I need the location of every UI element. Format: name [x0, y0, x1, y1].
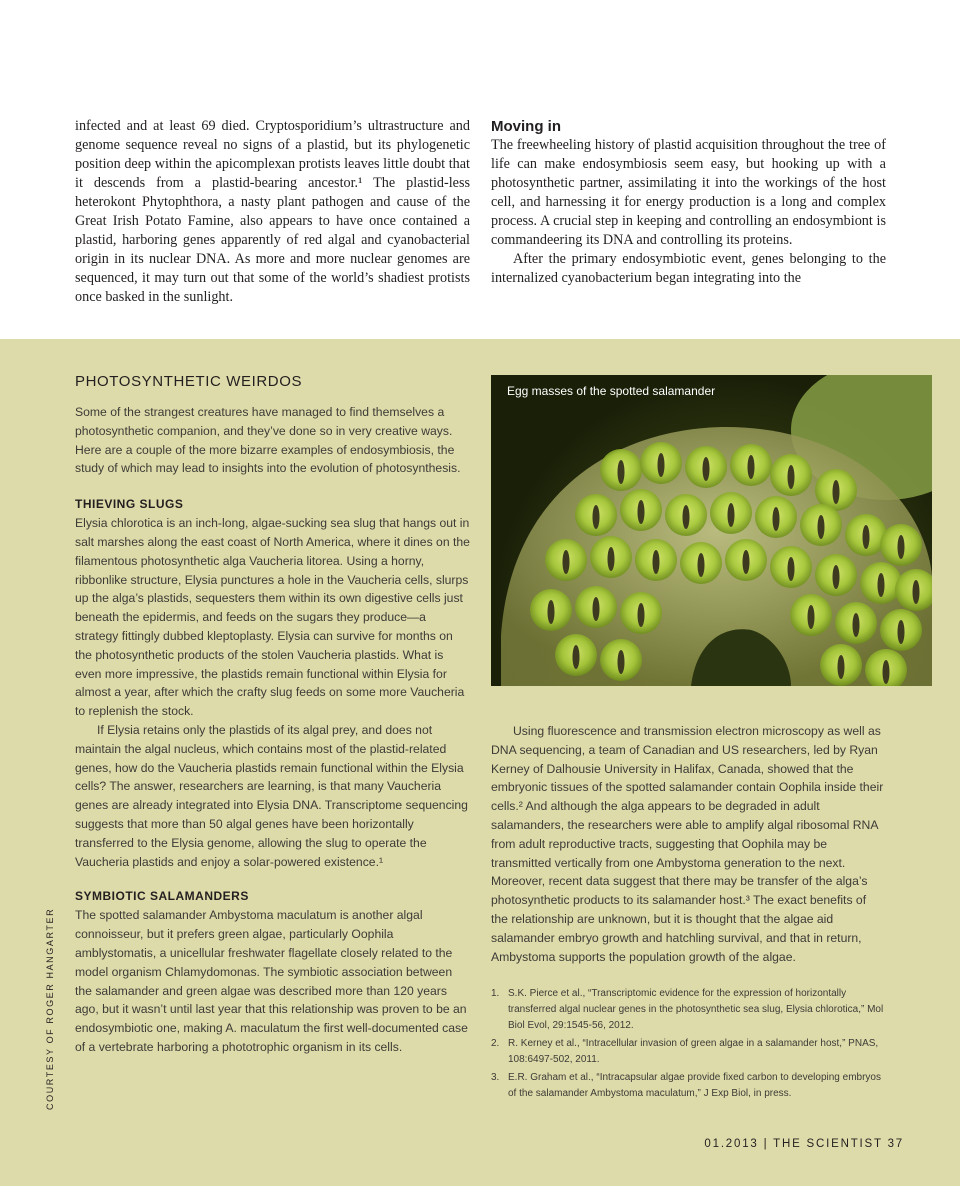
spacer	[75, 871, 470, 887]
photo-credit: COURTESY OF ROGER HANGARTER	[45, 907, 55, 1110]
embryo	[898, 535, 905, 559]
body-column-left	[75, 117, 470, 307]
embryo	[703, 457, 710, 481]
embryo	[548, 600, 555, 624]
reference-item	[491, 986, 886, 1034]
embryo	[853, 613, 860, 637]
embryo	[698, 553, 705, 577]
sidebar-paragraph: Using fluorescence and transmission electron microscopy as well as DNA sequencing, a team of Canadian and US researchers, led by Ryan Kerney of Dalhousie University in Halifax, Canada, showed that the embryonic tissues of the spotted salamander contain Oophila inside their cells.² And although the alga appears to be degraded in adult salamanders, the researchers were able to amplify algal ribosomal RNA from adult reproductive tracts, suggesting that Oophila may be transmitted vertically from one Ambystoma generation to the next. Moreover, recent data suggest that there may be transfer of the alga’s photosynthetic products to its salamander host.³ The exact benefits of the relationship are unknown, but it is thought that the algae aid salamander embryo growth and hatchling survival, and that in return, Ambystoma supports the population growth of the algae.	[491, 724, 884, 964]
reference-item	[491, 1036, 886, 1068]
sidebar-intro: Some of the strangest creatures have managed to find themselves a photosynthetic companion, and they’ve done so in very creative ways. Here are a couple of the more bizarre examples of endosymbiosis, the study of which may lead to insights into the evolution of photosynthesis.	[75, 405, 461, 476]
embryo	[608, 547, 615, 571]
embryo	[593, 505, 600, 529]
subheading-salamanders: SYMBIOTIC SALAMANDERS	[75, 889, 249, 904]
embryo	[638, 500, 645, 524]
embryo	[618, 650, 625, 674]
sidebar-paragraph: If Elysia retains only the plastids of its algal prey, and does not maintain the algal nucleus, which contains most of the plastid-related genes, how do the Vaucheria plastids remain functional within the Elysia cells? The answer, researchers are learning, is that many Vaucheria genes are already integrated into Elysia DNA. Transcriptome sequencing suggests that more than 50 algal genes have been horizontally transferred to the Elysia genome, allowing the slug to operate the Vaucheria plastids and enjoy a solar-powered existence.¹	[75, 722, 468, 869]
embryo	[883, 660, 890, 684]
sidebar-title: PHOTOSYNTHETIC WEIRDOS	[75, 373, 303, 390]
body-paragraph: After the primary endosymbiotic event, genes belonging to the internalized cyanobacterium began integrating into the	[491, 251, 886, 286]
reference-text: S.K. Pierce et al., “Transcriptomic evidence for the expression of horizontally transferred algal nuclear genes in the photosynthetic sea slug, Elysia chlorotica,” Mol Biol Evol, 29:1545-56, 2012.	[508, 988, 884, 1032]
egg-mass-photo	[491, 375, 932, 686]
reference-number: 3.	[491, 1072, 500, 1084]
embryo	[808, 605, 815, 629]
embryo	[563, 550, 570, 574]
reference-item	[491, 1070, 886, 1102]
embryo	[618, 460, 625, 484]
reference-text: R. Kerney et al., “Intracellular invasion of green algae in a salamander host,” PNAS, 108:6497-502, 2011.	[508, 1038, 879, 1066]
sidebar-column-right	[491, 722, 886, 1104]
sidebar-paragraph: Elysia chlorotica is an inch-long, algae-sucking sea slug that hangs out in salt marshes along the east coast of North America, where it dines on the filamentous photosynthetic alga Vaucheria litorea. Using a horny, ribbonlike structure, Elysia punctures a hole in the Vaucheria cells, slurps up the alga’s plastids, sequesters them within its own digestive cells just beneath the epidermis, and feeds on the sugars they produce—a strategy fittingly dubbed kleptoplasty. Elysia can survive for months on the photosynthetic products of the stolen Vaucheria plastids. What is even more impressive, the plastids remain functional within Elysia for almost a year, after which the crafty slug feeds on some more Vaucheria to replenish the stock.	[75, 516, 470, 719]
sidebar-column-left	[75, 373, 470, 1057]
embryo	[818, 515, 825, 539]
reference-number: 1.	[491, 988, 500, 1000]
embryo	[748, 455, 755, 479]
body-paragraph: infected and at least 69 died. Cryptosporidium’s ultrastructure and genome sequence reveal no signs of a plastid, but its phylogenetic position deep within the apicomplexan protists leaves little doubt that it descends from a plastid-bearing ancestor.¹ The plastid-less heterokont Phytophthora, a nasty plant pathogen and cause of the Great Irish Potato Famine, also appears to have once contained a plastid, harboring genes apparently of red algal and cyanobacterial origin in its nuclear DNA. As more and more nuclear genomes are sequenced, it may turn out that some of the world’s shadiest protists once basked in the sunlight.	[75, 118, 470, 305]
body-column-right	[491, 117, 886, 288]
embryo	[743, 550, 750, 574]
embryo	[653, 550, 660, 574]
embryo	[838, 655, 845, 679]
photo-caption: Egg masses of the spotted salamander	[507, 384, 716, 398]
embryo	[863, 525, 870, 549]
embryo	[683, 505, 690, 529]
embryo	[638, 603, 645, 627]
spacer	[75, 478, 470, 495]
embryo	[788, 557, 795, 581]
embryo	[898, 620, 905, 644]
embryo	[833, 480, 840, 504]
embryo	[573, 645, 580, 669]
embryo	[773, 507, 780, 531]
embryo	[913, 580, 920, 604]
subheading-slugs: THIEVING SLUGS	[75, 497, 184, 512]
reference-number: 2.	[491, 1038, 500, 1050]
embryo	[878, 573, 885, 597]
embryo	[833, 565, 840, 589]
egg-mass-illustration	[491, 375, 932, 686]
body-paragraph: The freewheeling history of plastid acquisition throughout the tree of life can make endosymbiosis seem easy, but hooking up with a photosynthetic partner, assimilating it into the workings of the host cell, and harnessing it for energy production is a long and complex process. A crucial step in keeping and controlling an endosymbiont is commandeering its DNA and controlling its proteins.	[491, 137, 886, 248]
embryo	[593, 597, 600, 621]
embryo	[788, 465, 795, 489]
embryo	[728, 503, 735, 527]
references-list	[491, 986, 886, 1102]
sidebar-paragraph: The spotted salamander Ambystoma maculatum is another algal connoisseur, but it prefers green algae, particularly Oophila amblystomatis, a unicellular freshwater flagellate closely related to the model organism Chlamydomonas. The symbiotic association between the salamander and green algae was described more than 120 years ago, but it wasn’t until last year that this relationship was proven to be an endosymbiotic one, making A. maculatum the first well-documented case of a vertebrate harboring a phototrophic organism in its cells.	[75, 908, 468, 1054]
section-heading: Moving in	[491, 118, 561, 135]
embryo	[658, 453, 665, 477]
reference-text: E.R. Graham et al., “Intracapsular algae provide fixed carbon to developing embryos of the salamander Ambystoma maculatum,” J Exp Biol, in press.	[508, 1072, 881, 1100]
page-folio: 01.2013 | THE SCIENTIST 37	[704, 1138, 904, 1150]
